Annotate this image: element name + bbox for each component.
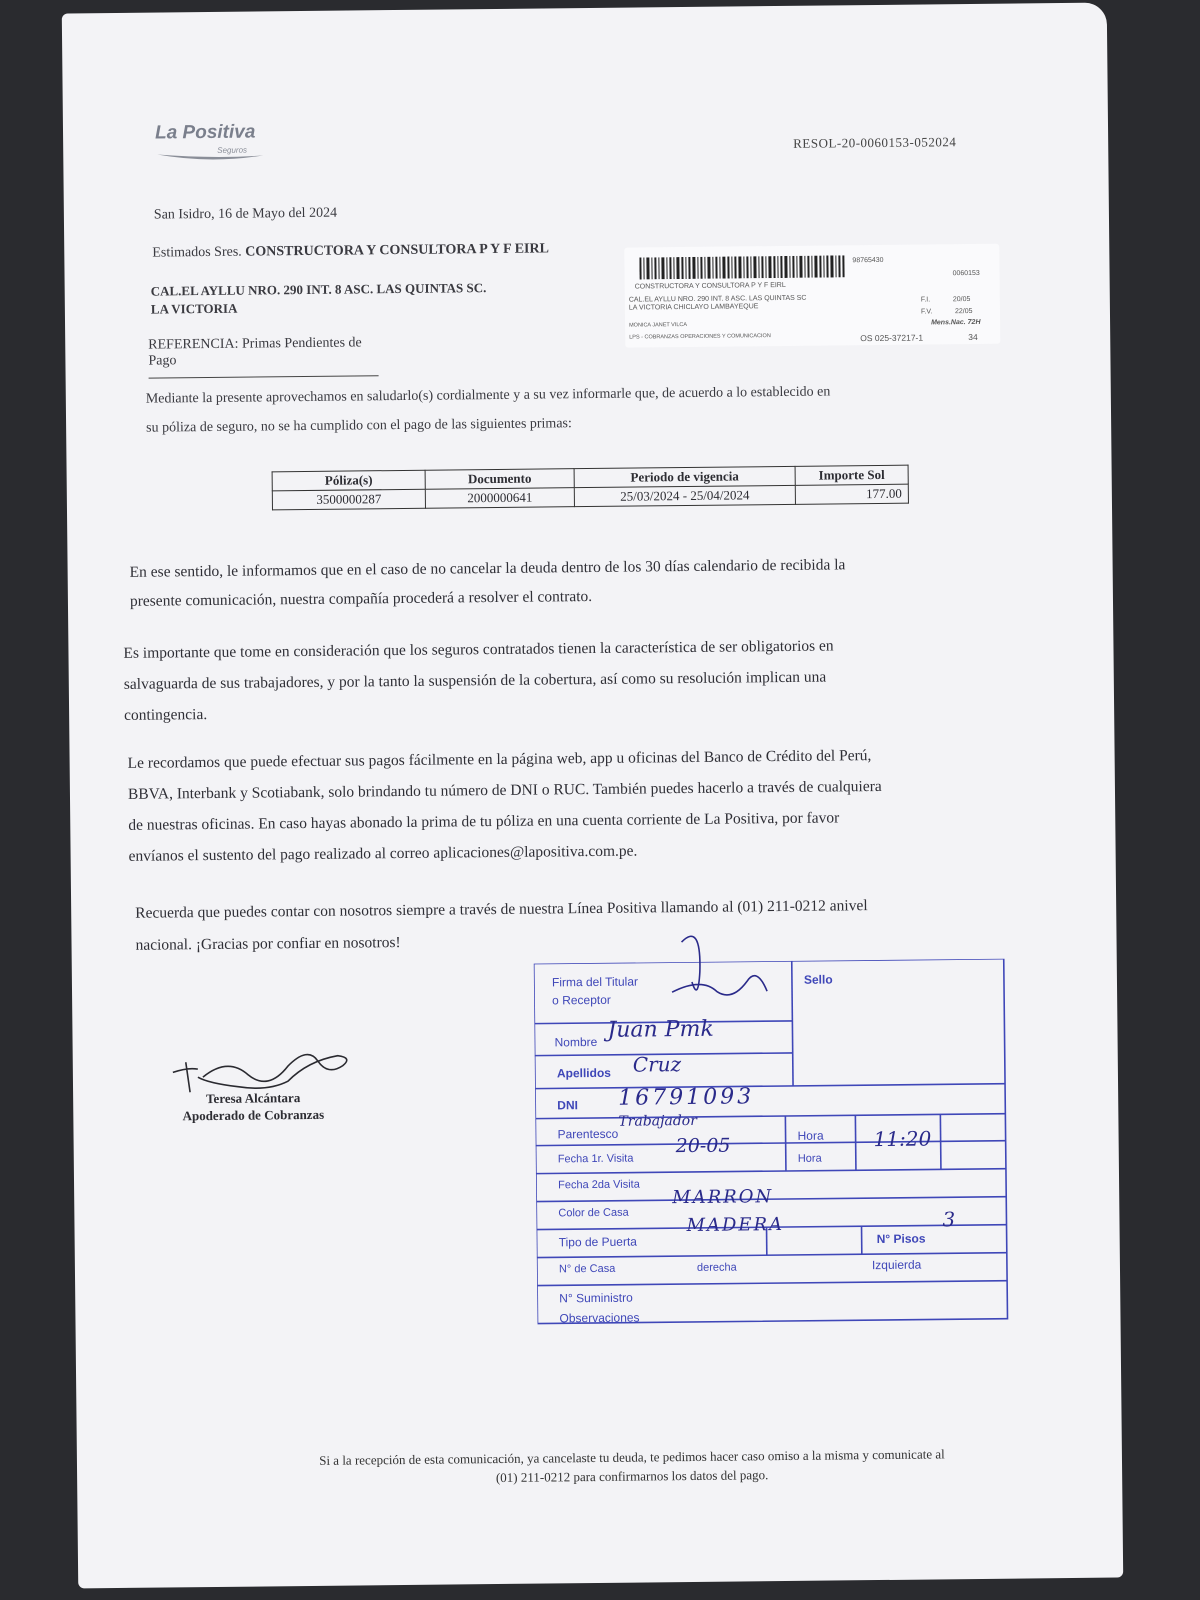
reference-line: REFERENCIA: Primas Pendientes de Pago	[148, 335, 378, 378]
paragraph-2	[129, 550, 845, 615]
p4-line4: envíanos el sustento del pago realizado al correo aplicaciones@lapositiva.com.pe.	[128, 842, 638, 865]
label-fi-value: 20/05	[952, 296, 971, 304]
handwritten-pisos: 3	[942, 1207, 956, 1232]
delivery-stamp	[534, 958, 1028, 1338]
signer-block	[168, 1089, 338, 1125]
stamp-obs-label: Observaciones	[559, 1310, 640, 1326]
p4-line2: BBVA, Interbank y Scotiabank, solo brindando tu número de DNI o RUC. También puedes hacerlo a través de cualquiera	[127, 777, 882, 803]
p2-line2: presente comunicación, nuestra compañía procederá a resolver el contrato.	[129, 587, 593, 610]
label-line5: LPS - COBRANZAS OPERACIONES Y COMUNICACION	[629, 333, 771, 341]
intro-line1: Mediante la presente aprovechamos en saludarlo(s) cordialmente y a su vez informarle que, de acuerdo a lo establecido en	[145, 384, 831, 407]
label-fv-value: 22/05	[954, 307, 973, 316]
la-positiva-logo	[155, 121, 285, 167]
address-line1: CAL.EL AYLLU NRO. 290 INT. 8 ASC. LAS QUINTAS SC.	[150, 280, 487, 299]
stamp-hora-label: Hora	[797, 1128, 824, 1143]
handwritten-apellidos: Cruz	[632, 1052, 682, 1077]
address-line2: LA VICTORIA	[150, 300, 238, 317]
label-line1: CONSTRUCTORA Y CONSULTORA P Y F EIRL	[634, 281, 786, 291]
signer-title: Apoderado de Cobranzas	[182, 1106, 325, 1124]
label-os: OS 025-37217-1	[860, 332, 924, 344]
salutation-prefix: Estimados Sres.	[152, 244, 242, 261]
salutation	[152, 241, 549, 261]
stamp-fecha1-label: Fecha 1r. Visita	[557, 1152, 634, 1166]
stamp-hora2-label: Hora	[797, 1152, 822, 1165]
label-line2: CAL.EL AYLLU NRO. 290 INT. 8 ASC. LAS QUINTAS SC	[628, 294, 807, 304]
label-right-code: 0060153	[952, 269, 980, 278]
recipient-address	[151, 279, 487, 319]
stamp-suministro-label: N° Suministro	[559, 1290, 633, 1306]
table-cell: 25/03/2024 - 25/04/2024	[574, 485, 795, 506]
stamp-grid-icon	[534, 958, 1028, 1338]
table-header-cell: Documento	[425, 469, 574, 490]
table-header-cell: Importe Sol	[795, 465, 908, 485]
p2-line1: En ese sentido, le informamos que en el caso de no cancelar la deuda dentro de los 30 días calendario de recibida la	[129, 556, 846, 581]
shipping-label	[624, 244, 1000, 348]
handwritten-fecha: 20-05	[675, 1134, 731, 1158]
p3-line3: contingencia.	[124, 706, 208, 724]
p4-line3: de nuestras oficinas. En caso hayas abonado la prima de tu póliza en una cuenta corriente de La Positiva, por favor	[128, 809, 840, 834]
barcode-icon	[639, 255, 849, 279]
stamp-receptor-label: o Receptor	[552, 992, 611, 1008]
stamp-dni-label: DNI	[557, 1098, 578, 1113]
footer-line1: Si a la recepción de esta comunicación, ya cancelaste tu deuda, te pedimos hacer caso omiso a la misma y comunicate al	[319, 1446, 945, 1468]
label-code-small: 98765430	[852, 256, 884, 265]
intro-paragraph	[146, 377, 831, 442]
label-line4: MONICA JANET VILCA	[629, 321, 688, 329]
label-line3: LA VICTORIA CHICLAYO LAMBAYEQUE	[628, 303, 759, 312]
logo-text: La Positiva	[154, 121, 256, 144]
table-header-cell: Periodo de vigencia	[574, 466, 795, 487]
stamp-nro-label: N° de Casa	[558, 1262, 616, 1276]
p5-line1: Recuerda que puedes contar con nosotros siempre a través de nuestra Línea Positiva llamando al (01) 211-0212 anivel	[135, 897, 868, 922]
handwritten-parentesco: Trabajador	[618, 1112, 697, 1130]
receiver-signature-icon	[661, 921, 782, 1012]
handwritten-nombre: Juan Pmk	[607, 1016, 714, 1043]
stamp-sello-label: Sello	[803, 972, 833, 987]
reference-code: RESOL-20-0060153-052024	[793, 134, 957, 151]
stamp-firma-label: Firma del Titular	[551, 974, 639, 990]
p3-line2: salvaguarda de sus trabajadores, y por la tanto la suspensión de la cobertura, así como su resolución implican una	[123, 668, 827, 693]
handwritten-tipo: MADERA	[686, 1214, 785, 1237]
stamp-color-label: Color de Casa	[558, 1206, 629, 1220]
table-cell: 2000000641	[425, 488, 574, 509]
recipient-name: CONSTRUCTORA Y CONSULTORA P Y F EIRL	[245, 241, 549, 260]
label-fv: F.V.	[920, 308, 933, 316]
handwritten-color: MARRON	[672, 1186, 774, 1209]
stamp-parentesco-label: Parentesco	[557, 1126, 619, 1142]
footer-note	[207, 1443, 1057, 1490]
stamp-apellidos-label: Apellidos	[556, 1065, 611, 1081]
p4-line1: Le recordamos que puede efectuar sus pagos fácilmente en la página web, app u oficinas del Banco de Crédito del Perú,	[127, 747, 872, 772]
stamp-izquierda-label: Izquierda	[871, 1257, 922, 1273]
logo-subtext: Seguros	[217, 145, 248, 155]
stamp-derecha-label: derecha	[696, 1261, 737, 1274]
p3-line1: Es importante que tome en consideración que los seguros contratados tienen la característica de ser obligatorios en	[123, 637, 834, 662]
stamp-nombre-label: Nombre	[554, 1034, 598, 1050]
handwritten-hora: 11:20	[873, 1126, 932, 1152]
logo-swoosh-icon	[155, 149, 265, 164]
paragraph-3	[123, 630, 834, 730]
table-header-cell: Póliza(s)	[272, 470, 425, 491]
label-mens: Mens.Nac. 72H	[931, 318, 981, 327]
stamp-fecha2-label: Fecha 2da Visita	[558, 1178, 640, 1192]
handwritten-dni: 16791093	[618, 1084, 755, 1111]
intro-line2: su póliza de seguro, no se ha cumplido con el pago de las siguientes primas:	[146, 416, 572, 436]
pending-premiums-table	[272, 465, 909, 511]
paragraph-4	[127, 740, 882, 872]
signer-name: Teresa Alcántara	[205, 1090, 301, 1107]
label-fi: F.I.	[920, 296, 931, 304]
stamp-pisos-label: N° Pisos	[876, 1231, 926, 1247]
table-cell: 177.00	[795, 484, 908, 504]
footer-line2: (01) 211-0212 para confirmarnos los datos del pago.	[495, 1467, 769, 1486]
letter-page	[62, 3, 1123, 1589]
table-cell: 3500000287	[272, 489, 425, 510]
stamp-tipo-label: Tipo de Puerta	[558, 1234, 638, 1250]
date-line: San Isidro, 16 de Mayo del 2024	[153, 205, 338, 223]
p5-line2: nacional. ¡Gracias por confiar en nosotros!	[135, 934, 401, 954]
label-os-num: 34	[968, 331, 978, 343]
